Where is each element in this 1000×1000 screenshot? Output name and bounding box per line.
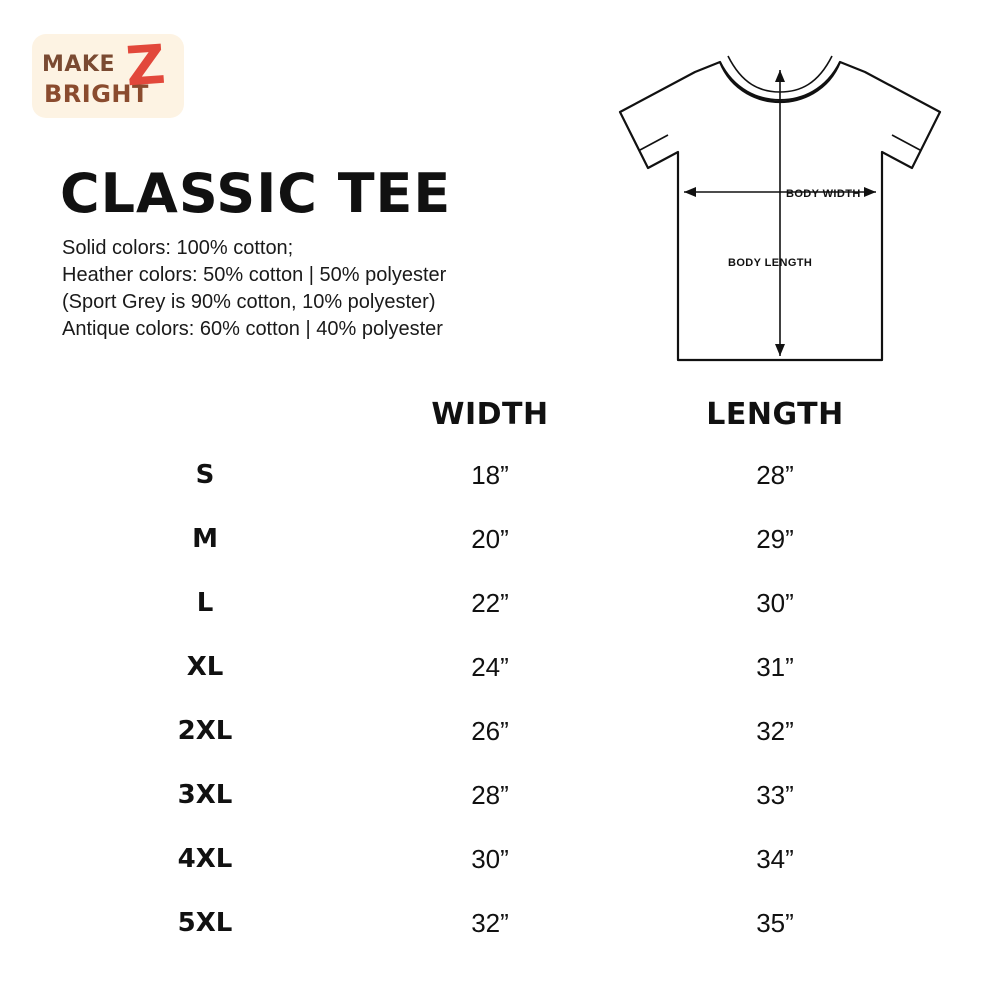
table-row xyxy=(60,635,940,699)
table-row xyxy=(60,891,940,955)
fabric-description xyxy=(62,235,582,343)
cell-length: 28” xyxy=(756,459,794,490)
cell-length: 30” xyxy=(756,587,794,618)
tshirt-diagram xyxy=(600,40,960,380)
cell-length: 34” xyxy=(756,843,794,874)
brand-logo xyxy=(30,28,190,124)
cell-length: 35” xyxy=(756,907,794,938)
size-chart-table xyxy=(60,385,940,955)
description-line-4: Antique colors: 60% cotton | 40% polyester xyxy=(62,318,443,340)
cell-width: 24” xyxy=(471,651,509,682)
table-row xyxy=(60,507,940,571)
cell-width: 26” xyxy=(471,715,509,746)
column-header-width: WIDTH xyxy=(431,396,549,432)
logo-text-bright: BRIGHT xyxy=(44,80,149,108)
column-header-length: LENGTH xyxy=(706,396,844,432)
table-header-row xyxy=(60,385,940,443)
description-line-1: Solid colors: 100% cotton; xyxy=(62,237,294,259)
logo-letter-z: Z xyxy=(123,32,168,99)
cell-size: 2XL xyxy=(177,716,233,746)
cell-width: 32” xyxy=(471,907,509,938)
cell-width: 18” xyxy=(471,459,509,490)
table-row xyxy=(60,571,940,635)
table-row xyxy=(60,443,940,507)
cell-length: 32” xyxy=(756,715,794,746)
body-length-label: BODY LENGTH xyxy=(728,257,813,269)
cell-size: M xyxy=(192,524,218,554)
description-line-2: Heather colors: 50% cotton | 50% polyester xyxy=(62,264,447,286)
cell-length: 31” xyxy=(756,651,794,682)
cell-length: 33” xyxy=(756,779,794,810)
cell-size: 3XL xyxy=(177,780,233,810)
cell-width: 20” xyxy=(471,523,509,554)
body-width-label: BODY WIDTH xyxy=(786,188,861,200)
logo-text-make: MAKE xyxy=(42,52,115,77)
cell-size: XL xyxy=(186,652,224,682)
cell-length: 29” xyxy=(756,523,794,554)
cell-size: S xyxy=(195,460,215,490)
description-line-3: (Sport Grey is 90% cotton, 10% polyester) xyxy=(62,291,436,313)
cell-width: 22” xyxy=(471,587,509,618)
cell-width: 30” xyxy=(471,843,509,874)
table-row xyxy=(60,763,940,827)
tshirt-outline-svg xyxy=(600,40,960,380)
cell-size: 4XL xyxy=(177,844,233,874)
cell-size: L xyxy=(196,588,214,618)
table-row xyxy=(60,699,940,763)
page-title: CLASSIC TEE xyxy=(60,162,452,225)
table-row xyxy=(60,827,940,891)
cell-width: 28” xyxy=(471,779,509,810)
cell-size: 5XL xyxy=(177,908,233,938)
